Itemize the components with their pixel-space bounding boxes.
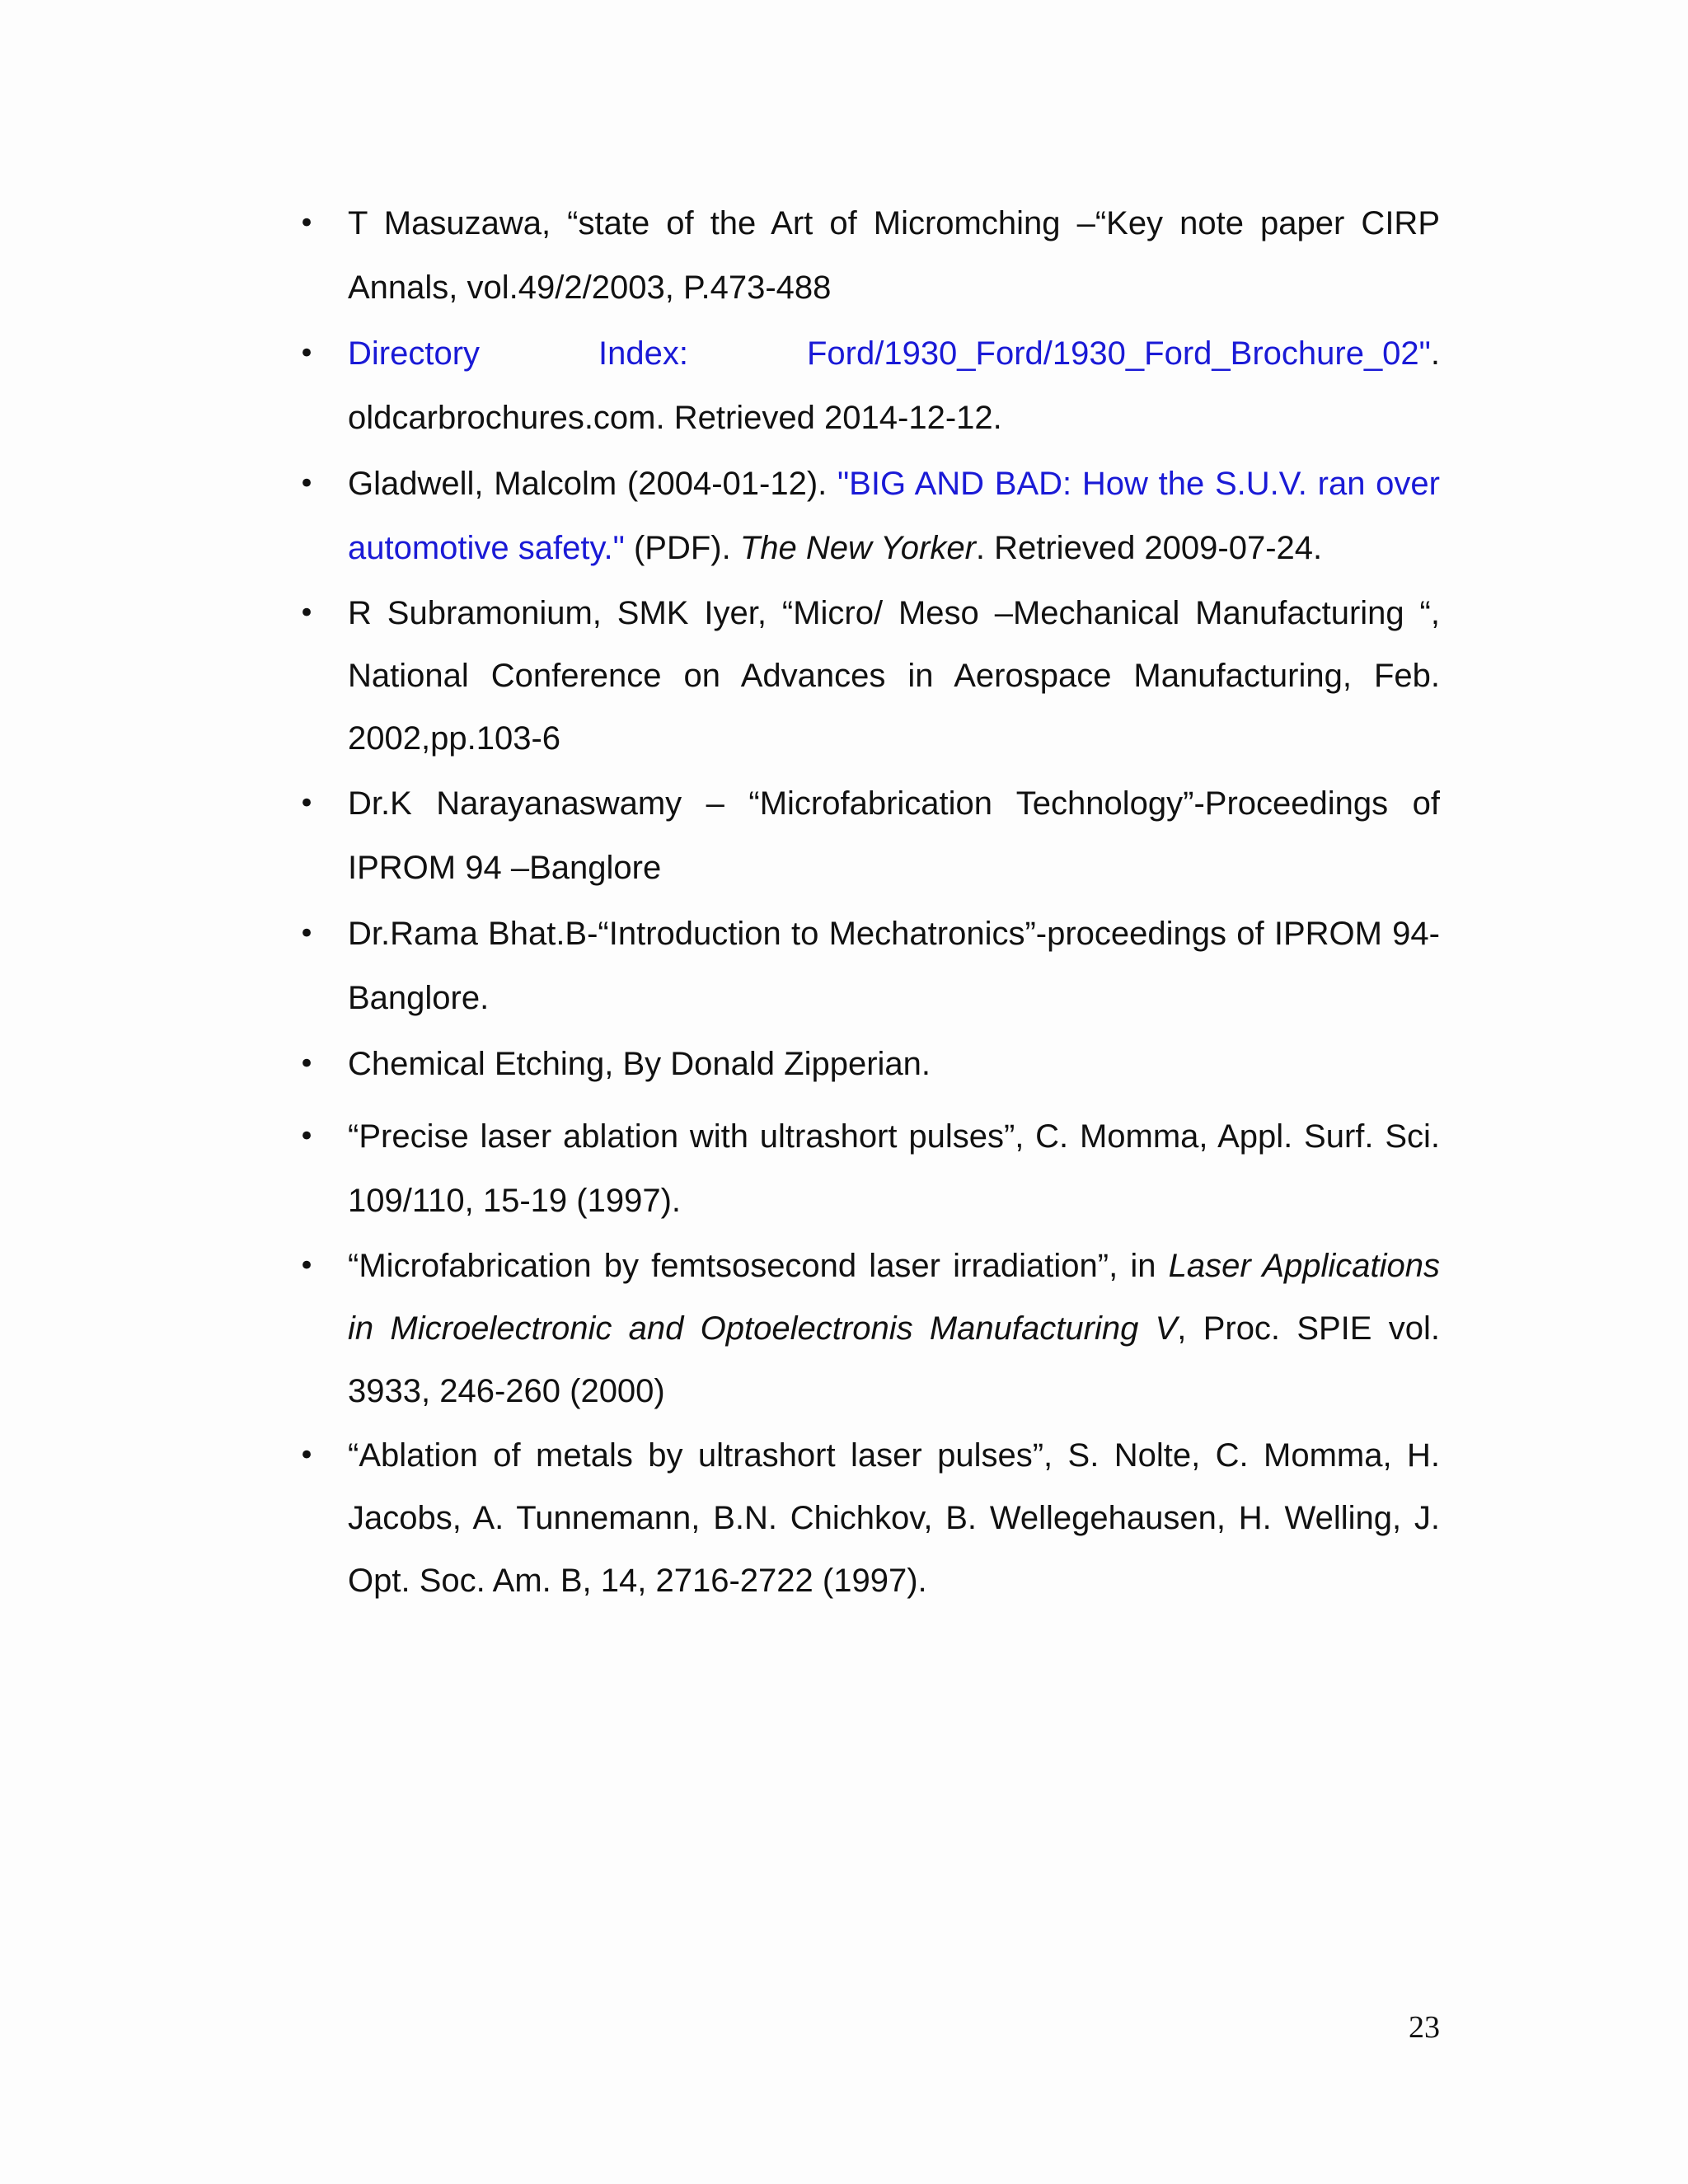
bullet-icon: • <box>298 1120 316 1153</box>
bullet-icon: • <box>298 597 316 630</box>
reference-item <box>297 902 1440 1030</box>
reference-link[interactable]: Directory Index: Ford/1930_Ford/1930_Ford_Brochure_02" <box>348 335 1431 372</box>
reference-item <box>297 582 1440 770</box>
bullet-icon: • <box>298 917 316 950</box>
bullet-icon: • <box>298 787 316 820</box>
reference-text: . oldcarbrochures.com. Retrieved 2014-12-12. <box>348 335 1440 436</box>
reference-text: “Ablation of metals by ultrashort laser pulses”, S. Nolte, C. Momma, H. Jacobs, A. Tunnemann, B.N. Chichkov, B. Wellegehausen, H. Welling, J. Opt. Soc. Am. B, 14, 2716-2722 (1997). <box>348 1437 1440 1599</box>
reference-text: Dr.K Narayanaswamy – “Microfabrication Technology”-Proceedings of IPROM 94 –Banglore <box>348 785 1440 886</box>
reference-item <box>297 1032 1440 1096</box>
reference-text: Gladwell, Malcolm (2004-01-12). <box>348 466 837 502</box>
page-number: 23 <box>1409 2010 1440 2045</box>
bullet-icon: • <box>298 1249 316 1282</box>
bullet-icon: • <box>298 1439 316 1472</box>
reference-text: “Precise laser ablation with ultrashort pulses”, C. Momma, Appl. Surf. Sci. 109/110, 15-19 (1997). <box>348 1118 1440 1219</box>
reference-text: Dr.Rama Bhat.B-“Introduction to Mechatronics”-proceedings of IPROM 94-Banglore. <box>348 916 1440 1016</box>
reference-item <box>297 1104 1440 1233</box>
reference-list <box>297 191 1440 1614</box>
reference-text: . Retrieved 2009-07-24. <box>975 530 1323 566</box>
reference-item <box>297 1235 1440 1422</box>
reference-text: Chemical Etching, By Donald Zipperian. <box>348 1046 931 1082</box>
bullet-icon: • <box>298 337 316 370</box>
reference-item <box>297 321 1440 450</box>
reference-text: “Microfabrication by femtsosecond laser irradiation”, in <box>348 1248 1169 1284</box>
reference-text: , Proc. SPIE vol. 3933, 246-260 (2000) <box>348 1310 1440 1409</box>
reference-text: R Subramonium, SMK Iyer, “Micro/ Meso –Mechanical Manufacturing “, National Conference on Advances in Aerospace Manufacturing, Feb. 2002,pp.103-6 <box>348 595 1440 757</box>
reference-item <box>297 191 1440 320</box>
bullet-icon: • <box>298 1047 316 1080</box>
book-title: Laser Applications in Microelectronic and Optoelectronis Manufacturing V <box>348 1248 1440 1347</box>
reference-item <box>297 771 1440 900</box>
bullet-icon: • <box>298 207 316 240</box>
reference-item <box>297 1424 1440 1612</box>
reference-link[interactable]: "BIG AND BAD: How the S.U.V. ran over automotive safety." <box>348 466 1440 566</box>
journal-title: The New Yorker <box>739 530 976 566</box>
reference-item <box>297 452 1440 580</box>
reference-text: T Masuzawa, “state of the Art of Micromching –“Key note paper CIRP Annals, vol.49/2/2003, P.473-488 <box>348 205 1440 306</box>
bullet-icon: • <box>298 467 316 500</box>
reference-text: (PDF). <box>624 530 740 566</box>
